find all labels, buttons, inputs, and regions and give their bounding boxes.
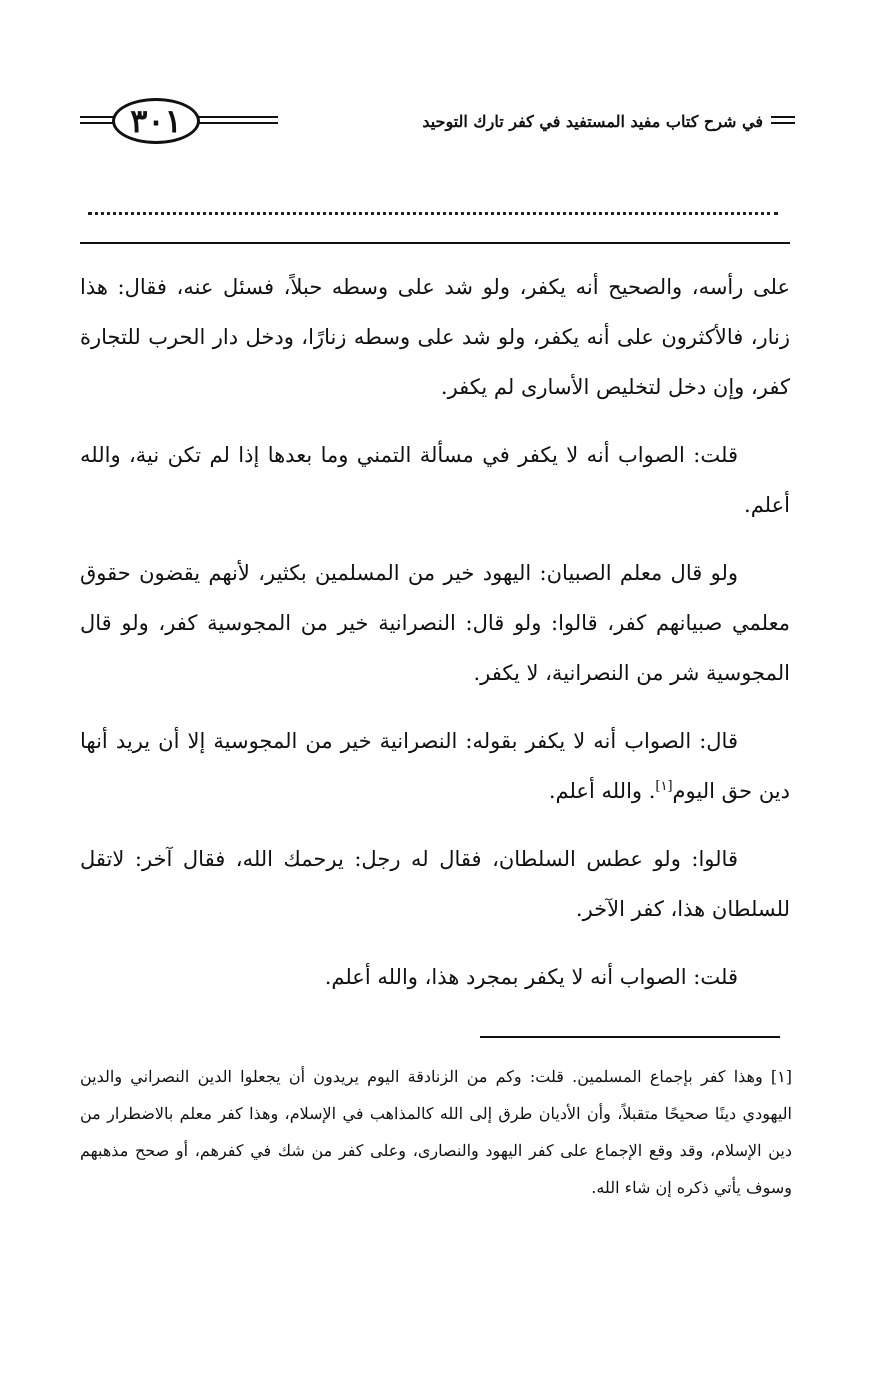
footnote bbox=[80, 1058, 792, 1206]
paragraph-4-end: . والله أعلم. bbox=[548, 779, 656, 803]
paragraph-6: قلت: الصواب أنه لا يكفر بمجرد هذا، والله أعلم. bbox=[324, 965, 738, 989]
page-number-badge bbox=[112, 98, 200, 144]
paragraph-3: ولو قال معلم الصبيان: اليهود خير من المسلمين بكثير، لأنهم يقضون حقوق معلمي صبيانهم كفر، قالوا: ولو قال: النصرانية خير من المجوسية كفر، ولو قال المجوسية شر من النصرانية، لا يكفر. bbox=[80, 561, 790, 685]
running-header bbox=[80, 88, 795, 168]
header-rule-middle bbox=[198, 116, 278, 124]
dotted-separator bbox=[88, 212, 778, 215]
paragraph-4 bbox=[80, 716, 790, 816]
paragraph-5: قالوا: ولو عطس السلطان، فقال له رجل: يرحمك الله، فقال آخر: لاتقل للسلطان هذا، كفر الآخر. bbox=[80, 847, 790, 921]
paragraph-2: قلت: الصواب أنه لا يكفر في مسألة التمني وما بعدها إذا لم تكن نية، والله أعلم. bbox=[80, 443, 790, 517]
footnote-rule bbox=[480, 1036, 780, 1038]
paragraph-1: على رأسه، والصحيح أنه يكفر، ولو شد على وسطه حبلاً، فسئل عنه، فقال: هذا زنار، فالأكثرون على أنه يكفر، ولو شد على وسطه زنارًا، ودخل دار الحرب للتجارة كفر، وإن دخل لتخليص الأسارى لم يكفر. bbox=[80, 275, 790, 399]
main-text bbox=[80, 262, 790, 1020]
page-number: ٣٠١ bbox=[130, 102, 182, 140]
paragraph-4-text: قال: الصواب أنه لا يكفر بقوله: النصرانية خير من المجوسية إلا أن يريد أنها دين حق اليوم bbox=[80, 729, 790, 803]
footnote-reference: [١] bbox=[655, 779, 673, 794]
header-title: في شرح كتاب مفيد المستفيد في كفر تارك التوحيد bbox=[422, 112, 763, 131]
header-rule-right bbox=[771, 116, 795, 124]
header-rule-left bbox=[80, 116, 114, 124]
top-rule bbox=[80, 242, 790, 244]
footnote-1: [١] وهذا كفر بإجماع المسلمين. قلت: وكم من الزنادقة اليوم يريدون أن يجعلوا الدين النصراني والدين اليهودي دينًا صحيحًا متقبلاً، وأن الأديان طرق إلى الله كالمذاهب في الإسلام، وهذا كفر معلم بالاضطرار من دين الإسلام، وقد وقع الإجماع على كفر اليهود والنصارى، وعلى كفر من شك في كفرهم، أو صحح مذهبهم وسوف يأتي ذكره إن شاء الله. bbox=[80, 1067, 792, 1197]
